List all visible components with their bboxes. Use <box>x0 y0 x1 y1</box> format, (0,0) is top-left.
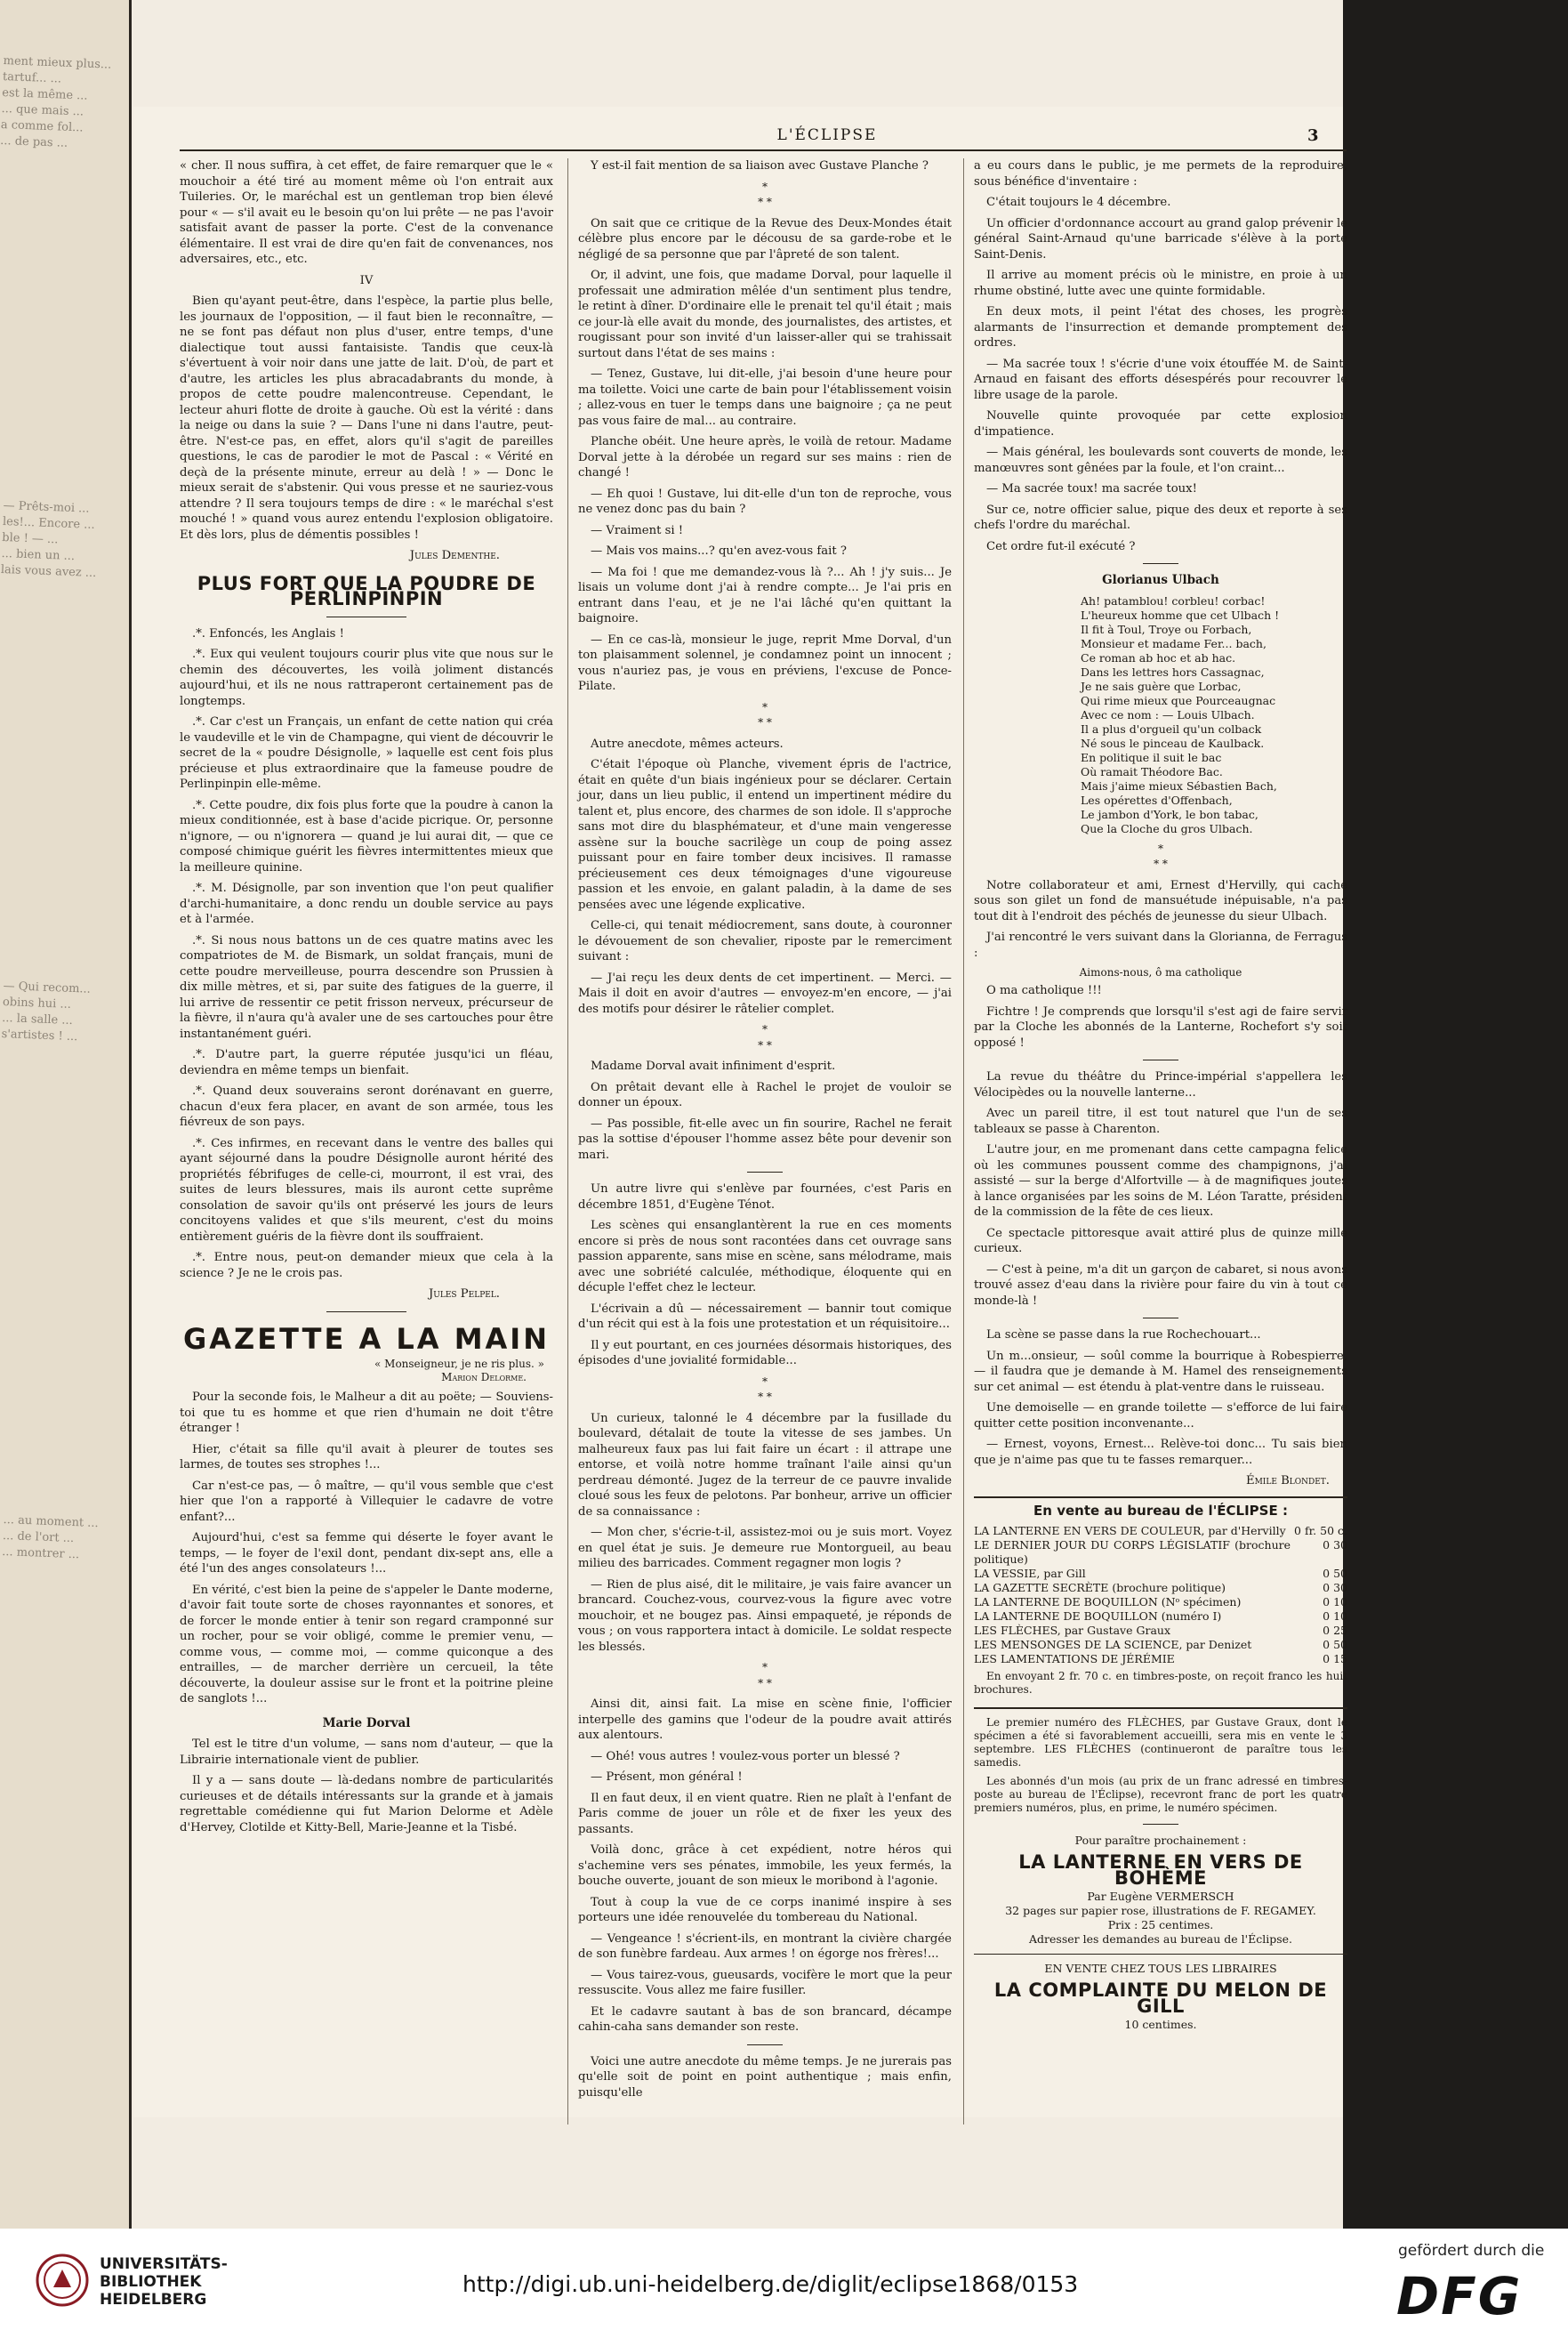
poem-line: Que la Cloche du gros Ulbach. <box>1081 821 1253 835</box>
paragraph: Cet ordre fut-il exécuté ? <box>986 539 1136 553</box>
dfg-logo: DFG <box>1396 2266 1523 2326</box>
poem-line: Qui rime mieux que Pourceaugnac <box>1081 693 1276 707</box>
sale-item: LA GAZETTE SECRÈTE (brochure politique) 0 30 <box>974 1581 1347 1594</box>
paragraph: L'autre jour, en me promenant dans cette campagna felice où les communes poussent comme des champignons, j'ai assisté — sur la berge d'Alfortville — à de magnifiques joutes à lance organisées par les soins de M. Léon Taratte, président de la commission de la fête de ces lieux. <box>974 1143 1347 1219</box>
epigraph-author: Marion Delorme. <box>441 1371 527 1383</box>
subheading: Marie Dorval <box>322 1715 411 1730</box>
ad-details: 32 pages sur papier rose, illustrations de F. REGAMEY. <box>1005 1904 1316 1917</box>
sale-item: LA LANTERNE DE BOQUILLON (Nᵒ spécimen) 0 10 <box>974 1595 1347 1608</box>
ad-title: LA COMPLAINTE DU MELON DE GILL <box>993 1979 1328 2017</box>
divider <box>1143 1824 1178 1825</box>
poem-line: Ah! patamblou! corbleu! corbac! <box>1081 593 1266 608</box>
paragraph: Une demoiselle — en grande toilette — s'efforce de lui faire quitter cette position inconvenante... <box>974 1401 1347 1431</box>
poem-line: Ce roman ab hoc et ab hac. <box>1081 650 1236 665</box>
divider <box>747 2044 783 2045</box>
poem-line: Le jambon d'York, le bon tabac, <box>1081 807 1258 821</box>
paragraph: — Ohé! vous autres ! voulez-vous porter un blessé ? <box>591 1749 900 1763</box>
column-separator <box>963 158 964 2124</box>
paragraph: Nouvelle quinte provoquée par cette explosion d'impatience. <box>974 409 1347 439</box>
paragraph: O ma catholique !!! <box>986 984 1102 997</box>
paragraph: Tout à coup la vue de ce corps inanimé inspire à ses porteurs une idée renouvelée du tombereau du National. <box>578 1895 952 1924</box>
paragraph: .*. Car c'est un Français, un enfant de cette nation qui créa le vaudeville et le vin de Champagne, qui vient de découvrir le secret de la « poudre Désignolle, » laquelle est cent fois plus précieuse et plus extraordinaire que la fameuse poudre de Perlinpinpin elle-même. <box>180 715 553 791</box>
poem-line: Monsieur et madame Fer... bach, <box>1081 636 1266 650</box>
paragraph: — Présent, mon général ! <box>591 1770 743 1784</box>
paragraph: C'était toujours le 4 décembre. <box>986 196 1171 209</box>
sale-item: LA LANTERNE EN VERS DE COULEUR, par d'Hervilly 0 fr. 50 c. <box>974 1524 1347 1537</box>
paragraph: .*. Entre nous, peut-on demander mieux que cela à la science ? Je ne le crois pas. <box>180 1251 553 1280</box>
section-number: IV <box>359 273 374 287</box>
paragraph: .*. D'autre part, la guerre réputée jusqu'ici un fléau, deviendra en même temps un bienfait. <box>180 1048 553 1077</box>
paragraph: Planche obéit. Une heure après, le voilà de retour. Madame Dorval jette à la dérobée un regard sur ses mains : rien de changé ! <box>578 435 952 480</box>
paragraph: .*. Cette poudre, dix fois plus forte que la poudre à canon la mieux conditionnée, est à base d'acide picrique. Or, personne n'ignore, — ou n'ignorera — quand je lui aurai dit, — que ce composé chimique guérit les fièvres intermittentes mieux que la meilleure quinine. <box>180 798 553 875</box>
scan-background-right <box>1343 0 1568 2229</box>
article-heading: GAZETTE A LA MAIN <box>183 1321 550 1356</box>
column-1 <box>180 158 553 1841</box>
signature: Émile Blondet. <box>1245 1474 1330 1487</box>
paragraph: Pour la seconde fois, le Malheur a dit au poëte; — Souviens-toi que tu es homme et que rien d'humain ne doit t'être étranger ! <box>180 1391 553 1435</box>
quoted-verse: Aimons-nous, ô ma catholique <box>1079 966 1242 979</box>
paragraph: On prêtait devant elle à Rachel le projet de vouloir se donner un époux. <box>578 1080 952 1109</box>
asterism: * * * <box>1154 842 1168 870</box>
signature: Jules Dementhe. <box>409 549 500 562</box>
paragraph: « cher. Il nous suffira, à cet effet, de faire remarquer que le « mouchoir a été tiré au moment même où l'on entrait aux Tuileries. Or, le maréchal est un gentleman trop bien élevé pour « — s'il avait eu le besoin qu'on lui prête — ne pas l'avoir satisfait avant de passer la porte. C'est de la convenance élémentaire. Il est vrai de dire qu'en fait de convenances, nos adversaires, etc., etc. <box>180 159 553 266</box>
paragraph: — Ma sacrée toux ! s'écrie d'une voix étouffée M. de Saint-Arnaud en faisant des efforts désespérés pour recouvrer le libre usage de la parole. <box>974 357 1347 402</box>
paragraph: Car n'est-ce pas, — ô maître, — qu'il vous semble que c'est hier que l'on a rapporté à Villequier le cadavre de votre enfant?... <box>180 1479 553 1524</box>
paragraph: Les scènes qui ensanglantèrent la rue en ces moments encore si près de nous sont racontées dans cet ouvrage sans passion apparente, sans mise en scène, sans mélodrame, mais avec une sobriété calculée, méthodique, éloquente qui en décuple l'effet chez le lecteur. <box>578 1219 952 1294</box>
paragraph: — Mais vos mains...? qu'en avez-vous fait ? <box>591 544 847 558</box>
paragraph: En deux mots, il peint l'état des choses, les progrès alarmants de l'insurrection et demande promptement des ordres. <box>974 305 1347 350</box>
facing-page-edge: ment mieux plus... tartuf... ... est la même ... ... que mais ... a comme fol... ... de pas ... — Prêts-moi ... les!... Encore ... ble ! — ... ... bien un ... lais vous avez ... — Qui recom... obins hui ... ... la salle ... s'artistes ! ... ... au moment ... ... de l'ort ... ... montrer ... <box>0 0 132 2229</box>
sale-item: LES MENSONGES DE LA SCIENCE, par Denizet 0 50 <box>974 1638 1347 1651</box>
signature: Jules Pelpel. <box>429 1287 500 1301</box>
paragraph: .*. Eux qui veulent toujours courir plus vite que nous sur le chemin des découvertes, les voilà joliment distancés aujourd'hui, et ils ne nous rattraperont certainement pas de longtemps. <box>180 648 553 708</box>
funding-note: gefördert durch die <box>1398 2242 1545 2260</box>
asterism: * * * <box>758 700 772 729</box>
paragraph: Sur ce, notre officier salue, pique des deux et reporte à ses chefs l'ordre du maréchal. <box>974 503 1347 532</box>
document-url[interactable]: http://digi.ub.uni-heidelberg.de/diglit/eclipse1868/0153 <box>462 2271 1079 2297</box>
divider <box>974 1954 1347 1955</box>
page-number: 3 <box>1307 126 1319 145</box>
asterism: * * * <box>758 1661 772 1689</box>
paragraph: Bien qu'ayant peut-être, dans l'espèce, la partie plus belle, les journaux de l'opposition, — il faut bien le reconnaître, — ne se font pas défaut non plus d'user, entre temps, d'une dialectique tout aussi fantaisiste. Tandis que ceux-là s'évertuent à voir noir dans une jatte de lait. D'où, de part et d'autre, les articles les plus abracadabrants du monde, à propos de cette poudre malencontreuse. Cependant, le lecteur ahuri flotte de droite à gauche. Où est la vérité : dans la neige ou dans la suie ? — Dans l'une ni dans l'autre, peut-être. N'est-ce pas, en effet, alors qu'il s'agit de pareilles questions, le cas de parodier le mot de Pascal : « Vérité en deçà de la présente minute, erreur au delà ! » — Donc le mieux serait de s'abstenir. Qui vous presse et ne sauriez-vous attendre ? Il sera toujours temps de dire : « le maréchal s'est mouché ! » quand vous aurez entendu l'explosion obligatoire. Et dès lors, plus de démentis possibles ! <box>180 294 553 542</box>
poem-line: Il a plus d'orgueil qu'un colback <box>1081 722 1262 736</box>
paragraph: — J'ai reçu les deux dents de cet impertinent. — Merci. — Mais il doit en avoir d'autres — envoyez-m'en encore, — j'ai des motifs pour désirer le râtelier complet. <box>578 971 952 1016</box>
paragraph: Il y eut pourtant, en ces journées désormais historiques, des épisodes d'une jovialité formidable... <box>578 1338 952 1367</box>
paragraph: .*. M. Désignolle, par son invention que l'on peut qualifier d'archi-humanitaire, a donc rendu un double service au pays et à l'armée. <box>180 882 553 926</box>
paragraph: Aujourd'hui, c'est sa femme qui déserte le foyer avant le temps, — le foyer de l'exil dont, pendant dix-sept ans, elle a été l'un des anges consolateurs !... <box>180 1531 553 1576</box>
paragraph: — Eh quoi ! Gustave, lui dit-elle d'un ton de reproche, vous ne venez donc pas du bain ? <box>578 487 952 516</box>
paragraph: Tel est le titre d'un volume, — sans nom d'auteur, — que la Librairie internationale vient de publier. <box>180 1737 553 1767</box>
university-seal-icon <box>36 2253 89 2307</box>
paragraph: Hier, c'était sa fille qu'il avait à pleurer de toutes ses larmes, de toutes ses strophes !... <box>180 1442 553 1471</box>
paragraph: — Vengeance ! s'écrient-ils, en montrant la civière chargée de son funèbre fardeau. Aux armes ! on égorge nos frères!... <box>578 1931 952 1961</box>
paragraph: — Mon cher, s'écrie-t-il, assistez-moi ou je suis mort. Voyez en quel état je suis. Je demeure rue Montorgueil, au beau milieu des barricades. Comment regagner mon logis ? <box>578 1526 952 1570</box>
paragraph: Voici une autre anecdote du même temps. Je ne jurerais pas qu'elle soit de point en point authentique ; mais enfin, puisqu'elle <box>578 2054 952 2100</box>
poem-line: Né sous le pinceau de Kaulback. <box>1081 736 1265 750</box>
paragraph: Le premier numéro des FLÈCHES, par Gustave Graux, dont le spécimen a été si favorablement accueilli, sera mis en vente le 3 septembre. LES FLÈCHES (continueront de paraître tous les samedis. <box>974 1716 1347 1769</box>
sale-item: LES FLÈCHES, par Gustave Graux 0 25 <box>974 1624 1347 1637</box>
paragraph: .*. Ces infirmes, en recevant dans le ventre des balles qui ayant séjourné dans la poudre Désignolle auront hérité des propriétés fébrifuges de celle-ci, mourront, il est vrai, des suites de leurs blessures, mais ils auront cette suprême consolation de savoir qu'ils ont préservé les jours de leurs concitoyens valides et que s'ils meurent, c'est du moins entièrement guéris de la fièvre dont ils souffraient. <box>180 1136 553 1244</box>
paragraph: Il y a — sans doute — là-dedans nombre de particularités curieuses et de détails intéressants sur la grande et à jamais regrettable comédienne qui fut Marion Delorme et Adèle d'Hervey, Clotilde et Kitty-Bell, Marie-Jeanne et la Tisbé. <box>180 1774 553 1834</box>
paragraph: Un m...onsieur, — soûl comme la bourrique à Robespierre, — il faudra que je demande à M. Hamel des renseignements sur cet animal — est étendu à plat-ventre dans le ruisseau. <box>974 1349 1347 1394</box>
paragraph: J'ai rencontré le vers suivant dans la Glorianna, de Ferragus : <box>974 931 1347 960</box>
paragraph: La revue du théâtre du Prince-impérial s'appellera les Vélocipèdes ou la nouvelle lanterne... <box>974 1070 1347 1100</box>
divider <box>1143 563 1178 564</box>
paragraph: .*. Quand deux souverains seront dorénavant en guerre, chacun d'eux fera placer, en avant de son armée, tous les fiévreux de son pays. <box>180 1084 553 1129</box>
sale-item: LE DERNIER JOUR DU CORPS LÉGISLATIF (brochure politique) 0 30 <box>974 1538 1347 1566</box>
paragraph: Un curieux, talonné le 4 décembre par la fusillade du boulevard, détalait de toute la vitesse de ses jambes. Un malheureux faux pas lui fait faire un écart : il attrape une entorse, et voilà notre homme traînant l'aile ainsi qu'un perdreau démonté. Jugez de la terreur de ce pauvre invalide cloué sous les feux de pelotons. Par bonheur, arrive un officier de sa connaissance : <box>578 1411 952 1519</box>
paragraph: Notre collaborateur et ami, Ernest d'Hervilly, qui cache sous son gilet un fond de mansuétude inépuisable, n'a pas tout dit à l'endroit des péchés de jeunesse du sieur Ulbach. <box>974 878 1347 923</box>
paragraph: — Tenez, Gustave, lui dit-elle, j'ai besoin d'une heure pour ma toilette. Voici une carte de bain pour l'établissement voisin ; allez-vous en tuer le temps dans une baignoire ; ça ne peut pas vous faire de mal... au contraire. <box>578 367 952 428</box>
poem-line: Dans les lettres hors Cassagnac, <box>1081 665 1265 679</box>
ad-intro: Pour paraître prochainement : <box>1074 1834 1247 1847</box>
paragraph: Ce spectacle pittoresque avait attiré plus de quinze mille curieux. <box>974 1226 1347 1255</box>
asterism: * * * <box>758 1375 772 1403</box>
poem-line: Avec ce nom : — Louis Ulbach. <box>1081 707 1255 722</box>
paragraph: Avec un pareil titre, il est tout naturel que l'un de ses tableaux se passe à Charenton. <box>974 1107 1347 1136</box>
page-header-title: L'ÉCLIPSE <box>776 126 878 144</box>
column-3 <box>974 158 1347 2032</box>
poem-line: Où ramait Théodore Bac. <box>1081 764 1223 778</box>
paragraph: Les abonnés d'un mois (au prix de un franc adressé en timbres-poste au bureau de l'Éclipse), recevront franc de port les quatre premiers numéros, plus, en prime, le numéro spécimen. <box>974 1775 1347 1814</box>
paragraph: Ainsi dit, ainsi fait. La mise en scène finie, l'officier interpelle des gamins que l'odeur de la poudre avait attirés aux alentours. <box>578 1697 952 1742</box>
paragraph: .*. Si nous nous battons un de ces quatre matins avec les compatriotes de M. de Bismark, un soldat français, muni de cette poudre merveilleuse, pourra descendre son Prussien à dix mille mètres, et si, par suite des fatigues de la guerre, il lui arrive de ressentir ce petit frisson nerveux, précurseur de la fièvre, il n'aura qu'à avaler une de ses cartouches pour être instantanément guéri. <box>180 933 553 1041</box>
paragraph: — Pas possible, fit-elle avec un fin sourire, Rachel ne ferait pas la sottise d'épouser l'homme assez bête pour devenir son mari. <box>578 1117 952 1162</box>
paragraph: L'écrivain a dû — nécessairement — bannir tout comique d'un récit qui est à la fois une protestation et un réquisitoire... <box>578 1302 952 1331</box>
subheading: Glorianus Ulbach <box>1102 573 1219 587</box>
paragraph: La scène se passe dans la rue Rochechouart... <box>986 1328 1261 1342</box>
divider <box>326 1311 406 1312</box>
sale-list <box>974 1496 1347 1710</box>
viewer-footer <box>0 2229 1568 2330</box>
paragraph: — Vraiment si ! <box>591 523 684 537</box>
paragraph: Autre anecdote, mêmes acteurs. <box>591 737 784 751</box>
sale-title: En vente au bureau de l'ÉCLIPSE : <box>1033 1502 1288 1519</box>
paragraph: Or, il advint, une fois, que madame Dorval, pour laquelle il professait une admiration mêlée d'un sentiment plus tendre, le retint à dîner. D'ordinaire elle le prenait tel qu'il était ; mais ce jour-là elle avait du monde, des journalistes, des artistes, et rougissant pour son invité d'un laisser-aller qui se trahissait surtout dans l'état de ses mains : <box>578 269 952 360</box>
sale-item: LA VESSIE, par Gill 0 50 <box>974 1567 1347 1580</box>
ad-intro: EN VENTE CHEZ TOUS LES LIBRAIRES <box>1044 1962 1277 1975</box>
poem-line: Je ne sais guère que Lorbac, <box>1081 679 1242 693</box>
ad-title: LA LANTERNE EN VERS DE BOHÈME <box>1018 1851 1303 1889</box>
paragraph: — Rien de plus aisé, dit le militaire, je vais faire avancer un brancard. Couchez-vous, courvez-vous la figure avec votre mouchoir, et ne bougez pas. Ainsi empaqueté, je réponds de vous ; on vous rapportera intact à domicile. Le soldat respecte les blessés. <box>578 1577 952 1654</box>
poem-line: L'heureux homme que cet Ulbach ! <box>1081 608 1280 622</box>
paragraph: — C'est à peine, m'a dit un garçon de cabaret, si nous avons trouvé assez d'eau dans la rivière pour faire du vin à tout ce monde-là ! <box>974 1262 1347 1308</box>
epigraph: « Monseigneur, je ne ris plus. » <box>374 1358 544 1370</box>
ad-contact: Adresser les demandes au bureau de l'Éclipse. <box>1029 1932 1292 1946</box>
asterism: * * * <box>758 180 772 208</box>
sale-item: LES LAMENTATIONS DE JÉRÉMIE 0 15 <box>974 1652 1347 1665</box>
university-name: UNIVERSITÄTS- BIBLIOTHEK HEIDELBERG <box>100 2255 228 2309</box>
sale-item: LA LANTERNE DE BOQUILLON (numéro I) 0 10 <box>974 1609 1347 1623</box>
paragraph: Madame Dorval avait infiniment d'esprit. <box>591 1060 836 1073</box>
paragraph: — Ma foi ! que me demandez-vous là ?... Ah ! j'y suis... Je lisais un volume dont j'ai à rendre compte... Je l'ai pris en entrant dans l'eau, et je ne l'ai lâché qu'en quittant la baignoire. <box>578 565 952 625</box>
paragraph: En vérité, c'est bien la peine de s'appeler le Dante moderne, d'avoir fait toute sorte de choses rayonnantes et sonores, et de forcer le monde entier à tenir son regard cramponné sur un rocher, pour se voir obligé, comme le premier venu, — comme vous, — comme moi, — comme quiconque a des entrailles, — de marcher derrière un cercueil, la tête découverte, la douleur assise sur le front et la poitrine pleine de sanglots !... <box>180 1583 553 1705</box>
asterism: * * * <box>758 1023 772 1052</box>
column-2 <box>578 158 952 2106</box>
sale-note: En envoyant 2 fr. 70 c. en timbres-poste, on reçoit franco les huit brochures. <box>974 1670 1347 1696</box>
header-rule <box>180 149 1347 151</box>
newspaper-page <box>133 107 1347 2117</box>
poem-line: Mais j'aime mieux Sébastien Bach, <box>1081 778 1277 793</box>
paragraph: Y est-il fait mention de sa liaison avec Gustave Planche ? <box>591 159 929 173</box>
paragraph: Un officier d'ordonnance accourt au grand galop prévenir le général Saint-Arnaud qu'une barricade s'élève à la porte Saint-Denis. <box>974 216 1347 262</box>
poem-line: Les opérettes d'Offenbach, <box>1081 793 1233 807</box>
poem-line: Il fit à Toul, Troye ou Forbach, <box>1081 622 1252 636</box>
paragraph: — Ernest, voyons, Ernest... Relève-toi donc... Tu sais bien que je n'aime pas que tu te fasses remarquer... <box>974 1438 1347 1467</box>
poem-line: En politique il suit le bac <box>1081 750 1222 764</box>
paragraph: a eu cours dans le public, je me permets de la reproduire, sous bénéfice d'inventaire : <box>974 159 1347 189</box>
paragraph: On sait que ce critique de la Revue des Deux-Mondes était célèbre plus encore par le décousu de sa garde-robe et le négligé de sa personne que par l'âpreté de son talent. <box>578 216 952 262</box>
paragraph: Il en faut deux, il en vient quatre. Rien ne plaît à l'enfant de Paris comme de jouer un rôle et de fixer les yeux des passants. <box>578 1791 952 1836</box>
ad-price: Prix : 25 centimes. <box>1107 1918 1214 1931</box>
paragraph: Il arrive au moment précis où le ministre, en proie à un rhume obstiné, lutte avec une quinte formidable. <box>974 269 1347 298</box>
paragraph: — Ma sacrée toux! ma sacrée toux! <box>986 482 1197 496</box>
divider <box>747 1172 783 1173</box>
article-heading: PLUS FORT QUE LA POUDRE DE PERLINPINPIN <box>197 572 536 609</box>
paragraph: C'était l'époque où Planche, vivement épris de l'actrice, était en quête d'un biais ingénieux pour se déclarer. Certain jour, dans un lieu public, il entend un impertinent médire du talent et, plus encore, des charmes de son idole. Il s'approche sans mot dire du blasphémateur, et d'une main vengeresse assène sur la bouche sacrilège un coup de poing assez puissant pour en faire tomber deux incisives. Il ramasse précieusement ces deux témoignages d'une vigoureuse passion et les envoie, en galant paladin, à la dame de ses pensées avec une légende explicative. <box>578 758 952 912</box>
paragraph: .*. Enfoncés, les Anglais ! <box>192 626 344 641</box>
paragraph: Celle-ci, qui tenait médiocrement, sans doute, à couronner le dévouement de son chevalier, riposte par le remerciment suivant : <box>578 919 952 963</box>
paragraph: Fichtre ! Je comprends que lorsqu'il s'est agi de faire servir par la Cloche les abonnés de la Lanterne, Rochefort s'y soit opposé ! <box>974 1004 1347 1050</box>
paragraph: Et le cadavre sautant à bas de son brancard, décampe cahin-caha sans demander son reste. <box>578 2004 952 2034</box>
paragraph: Un autre livre qui s'enlève par fournées, c'est Paris en décembre 1851, d'Eugène Ténot. <box>578 1182 952 1212</box>
paragraph: — Mais général, les boulevards sont couverts de monde, les manœuvres sont gênées par la foule, et l'on craint... <box>974 446 1347 475</box>
poem <box>1081 594 1347 836</box>
paragraph: — En ce cas-là, monsieur le juge, reprit Mme Dorval, d'un ton plaisamment solennel, je condamnez point un innocent ; vous n'auriez pas, je vous en préviens, l'excuse de Ponce-Pilate. <box>578 633 952 693</box>
paragraph: Voilà donc, grâce à cet expédient, notre héros qui s'achemine vers ses pénates, immobile, les yeux fermés, la bouche ouverte, jouant de son mieux le moribond à l'agonie. <box>578 1843 952 1888</box>
ad-author: Par Eugène VERMERSCH <box>1087 1890 1234 1903</box>
paragraph: — Vous tairez-vous, gueusards, vocifère le mort que la peur ressuscite. Vous allez me faire fusiller. <box>578 1968 952 1997</box>
column-separator <box>567 158 568 2124</box>
ad-price: 10 centimes. <box>1124 2018 1197 2031</box>
